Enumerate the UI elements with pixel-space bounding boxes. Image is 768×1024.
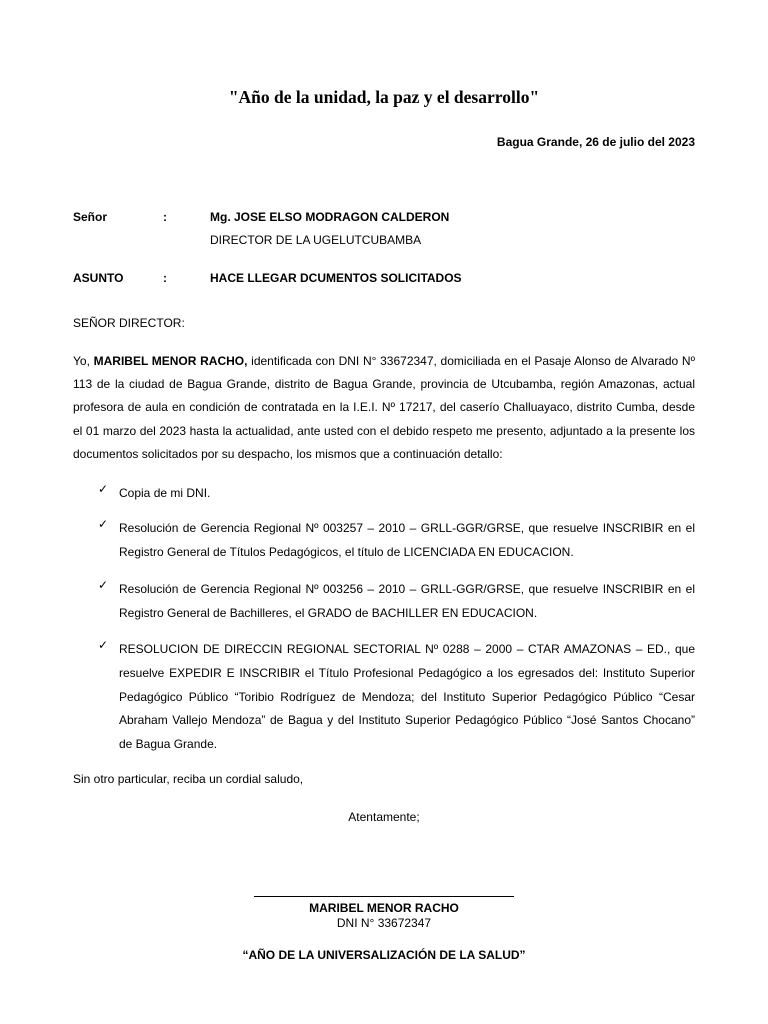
recipient-name: Mg. JOSE ELSO MODRAGON CALDERON <box>210 210 450 224</box>
list-item-text: Resolución de Gerencia Regional Nº 003257 – 2010 – GRLL-GGR/GRSE, que resuelve INSCRIBIR en el Registro General de Títulos Pedagógicos, el título de LICENCIADA EN EDUCACION. <box>119 521 695 559</box>
signature-name: MARIBEL MENOR RACHO <box>309 901 459 915</box>
check-mark-icon: ✓ <box>98 482 109 496</box>
subject-colon: : <box>163 271 167 285</box>
list-item-text: Resolución de Gerencia Regional Nº 003256 – 2010 – GRLL-GGR/GRSE, que resuelve INSCRIBIR en el Registro General de Bachilleres, el GRADO de BACHILLER EN EDUCACION. <box>119 582 695 620</box>
check-mark-icon: ✓ <box>98 517 109 531</box>
salutation: SEÑOR DIRECTOR: <box>73 316 185 330</box>
body-prefix: Yo, <box>73 354 94 368</box>
check-mark-icon: ✓ <box>98 638 109 652</box>
body-name: MARIBEL MENOR RACHO, <box>93 354 248 368</box>
date-line: Bagua Grande, 26 de julio del 2023 <box>496 135 695 149</box>
recipient-colon: : <box>163 210 167 224</box>
signature-line <box>254 896 514 897</box>
body-paragraph <box>73 350 695 466</box>
list-item-text: RESOLUCION DE DIRECCIN REGIONAL SECTORIAL Nº 0288 – 2000 – CTAR AMAZONAS – ED., que resuelve EXPEDIR E INSCRIBIR el Título Profesional Pedagógico a los egresados del: Instituto Superior Pedagógico Público “Toribio Rodríguez de Mendoza; del Instituto Superior Pedagógico Público “Cesar Abraham Vallejo Mendoza” de Bagua y del Instituto Superior Pedagógico Público “José Santos Chocano” de Bagua Grande. <box>119 642 695 752</box>
check-mark-icon: ✓ <box>98 578 109 592</box>
year-title: "Año de la unidad, la paz y el desarrollo" <box>228 87 540 107</box>
list-item-text: Copia de mi DNI. <box>119 486 211 500</box>
body-text: identificada con DNI N° 33672347, domiciliada en el Pasaje Alonso de Alvarado Nº 113 de la ciudad de Bagua Grande, distrito de Bagua Grande, provincia de Utcubamba, región Amazonas, actual profesora de aula en condición de contratada en la I.E.I. Nº 17217, del caserío Challuayaco, distrito Cumba, desde el 01 marzo del 2023 hasta la actualidad, ante usted con el debido respeto me presento, adjuntado a la presente los documentos solicitados por su despacho, los mismos que a continuación detallo: <box>73 354 695 461</box>
closing-line: Sin otro particular, reciba un cordial saludo, <box>73 772 304 786</box>
recipient-label: Señor <box>73 210 108 224</box>
farewell: Atentamente; <box>348 810 420 824</box>
subject-label: ASUNTO <box>73 271 124 285</box>
subject-text: HACE LLEGAR DCUMENTOS SOLICITADOS <box>210 271 462 285</box>
footer-year-title: “AÑO DE LA UNIVERSALIZACIÓN DE LA SALUD” <box>242 948 526 962</box>
recipient-position: DIRECTOR DE LA UGELUTCUBAMBA <box>210 233 422 247</box>
signature-dni: DNI N° 33672347 <box>336 916 432 930</box>
